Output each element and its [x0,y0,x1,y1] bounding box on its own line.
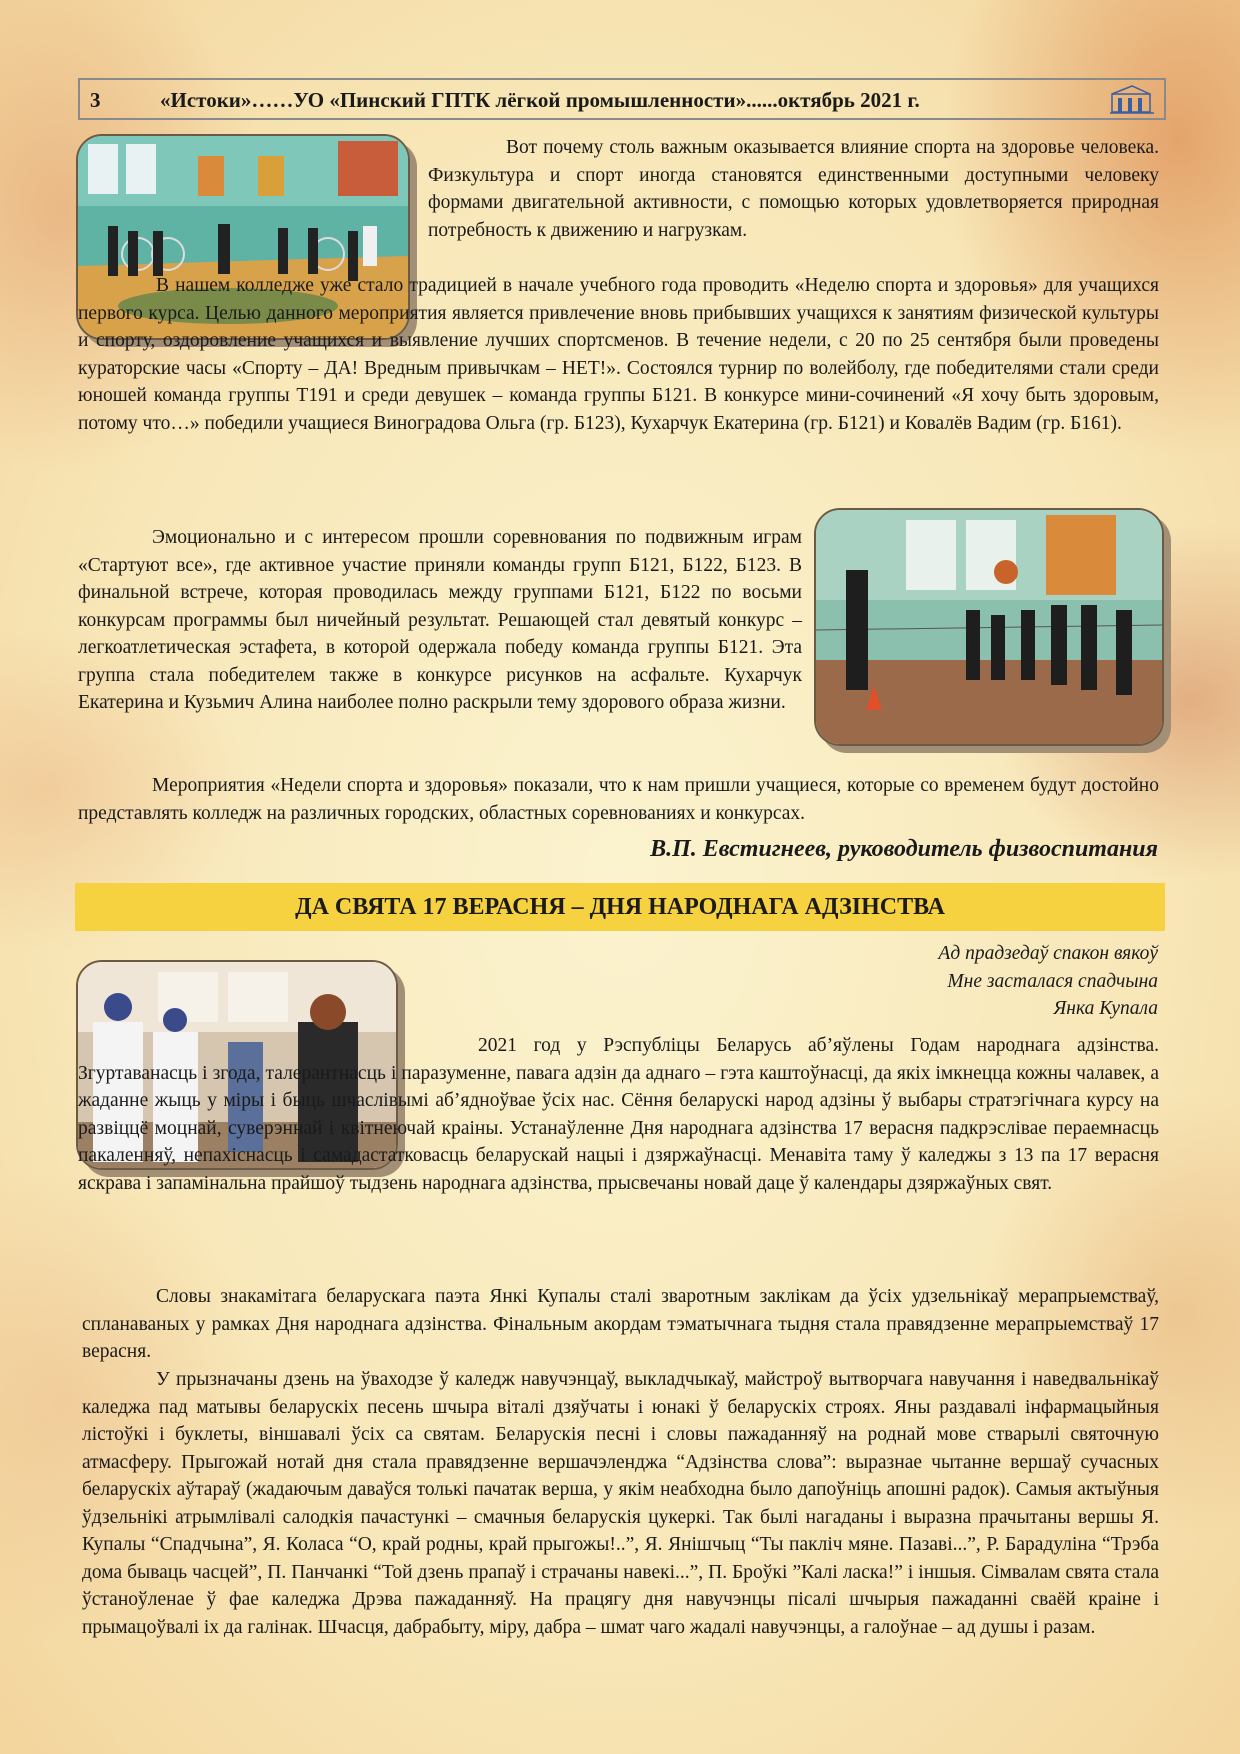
epigraph-line-1: Ад прадзедаў спакон вякоў [938,943,1158,964]
article2-paragraph-3: У прызначаны дзень на ўваходзе ў каледж навучэнцаў, выкладчыкаў, майстроў вытворчага навучання і наведвальнікаў каледжа пад матывы беларускіх песень шчыра віталі дзяўчаты і юнакі ў беларускіх строях. Яны раздавалі інфармацыйныя лістоўкі і буклеты, віншавалі ўсіх са святам. Беларускія песні і словы пажаданняў на роднай мове стварылі святочную атмасферу. Прыгожай нотай дня стала правядзенне вершачэленджа “Адзінства слова”: выразнае чытанне вершаў сучасных беларускіх аўтараў (жадаючым даваўся толькі пачатак верша, у якім неабходна было дапоўніць апошні радок). Самыя актыўныя ўдзельнікі атрымлівалі салодкія пачастункі – смачныя беларускія цукеркі. Так былі нагаданы і выразна прачытаны вершы Я. Купалы “Спадчына”, Я. Коласа “О, край родны, край прыгожы!..”, Я. Янішчыц “Ты пакліч мяне. Пазаві...”, Р. Барадуліна “Трэба дома бываць часцей”, П. Панчанкі “Той дзень прапаў і страчаны навекі...”, П. Броўкі ”Калі ласка!” і іншыя. Сімвалам свята стала ўстаноўленае ў фае каледжа Дрэва пажаданняў. На працягу дня навучэнцы пісалі шчырыя пажаданні сваёй краіне і прымацоўвалі іх да галінак. Шчасця, дабрабыту, міру, дабра – шмат чаго жадалі навучэнцы, а галоўнае – ад душы і разам. [82,1369,1159,1638]
page-header [78,78,1166,120]
page-number: 3 [90,88,101,112]
article1-paragraph-1: Вот почему столь важным оказывается влияние спорта на здоровье человека. Физкультура и спорт иногда становятся единственными доступными человеку формами двигательной активности, с помощью которых удовлетворяется природная потребность к движению и нагрузкам. [428,137,1159,241]
header-title: «Истоки»……УО «Пинский ГПТК лёгкой промышленности»......октябрь 2021 г. [160,88,920,112]
photo-gym-basketball [814,508,1164,746]
college-logo-icon [1108,84,1156,116]
article2-epigraph [938,940,1158,1023]
article1-paragraph-3: Эмоционально и с интересом прошли соревнования по подвижным играм «Стартуют все», где активное участие приняли команды групп Б121, Б122, Б123. В финальной встрече, которая проводилась между группами Б121, Б122 по восьми конкурсам программы был ничейный результат. Решающей стал девятый конкурс – легкоатлетическая эстафета, в которой одержала победу команда группы Б121. Эта группа стала победителем также в конкурсе рисунков на асфальте. Кухарчук Екатерина и Кузьмич Алина наиболее полно раскрыли тему здорового образа жизни. [78,527,802,713]
article1-paragraph-2: В нашем колледже уже стало традицией в начале учебного года проводить «Неделю спорта и здоровья» для учащихся первого курса. Целью данного мероприятия является привлечение вновь прибывших учащихся к занятиям физической культуры и спорту, оздоровление учащихся и выявление лучших спортсменов. В течение недели, с 20 по 25 сентября были проведены кураторские часы «Спорту – ДА! Вредным привычкам – НЕТ!». Состоялся турнир по волейболу, где победителями стали среди юношей команда группы Т191 и среди девушек – команда группы Б121. В конкурсе мини-сочинений «Я хочу быть здоровым, потому что…» победили учащиеся Виноградова Ольга (гр. Б123), Кухарчук Екатерина (гр. Б121) и Ковалёв Вадим (гр. Б161). [78,275,1159,434]
article2-title-banner: ДА СВЯТА 17 ВЕРАСНЯ – ДНЯ НАРОДНАГА АДЗІНСТВА [75,883,1165,931]
article2-paragraph-1: 2021 год у Рэспубліцы Беларусь аб’яўлены Годам народнага адзінства. Згуртаванасць і згода, талерантнасць і паразуменне, павага адзін да аднаго – гэта каштоўнасці, да якіх імкнецца кожны чалавек, а жаданне жыць у міры і быць шчаслівымі аб’ядноўвае ўсіх нас. Сёння беларускі народ адзіны ў выбары стратэгічнага курсу на развіццё моцнай, суверэннай і квітнеючай краіны. Устанаўленне Дня народнага адзінства 17 верасня падкрэслівае пераемнасць пакаленняў, непахіснасць і самадастатковасць беларускай нацыі і дзяржаўнасці. Менавіта таму ў каледжы з 13 па 17 верасня яскрава і запамінальна прайшоў тыдзень народнага адзінства, прысвечаны новай даце ў календары дзяржаўных свят. [78,1035,1159,1194]
article1-paragraph-4: Мероприятия «Недели спорта и здоровья» показали, что к нам пришли учащиеся, которые со временем будут достойно представлять колледж на различных городских, областных соревнованиях и конкурсах. [78,775,1159,824]
epigraph-line-2: Мне засталася спадчына [947,970,1158,992]
article1-signature: В.П. Евстигнеев, руководитель физвоспитания [650,836,1158,862]
epigraph-author: Янка Купала [1053,998,1158,1019]
article2-paragraph-2: Словы знакамітага беларускага паэта Янкі Купалы сталі зваротным заклікам да ўсіх удзельнікаў мерапрыемстваў, спланаваных у рамках Дня народнага адзінства. Фінальным акордам тэматычнага тыдня стала правядзенне мерапрыемстваў 17 верасня. [82,1286,1159,1362]
